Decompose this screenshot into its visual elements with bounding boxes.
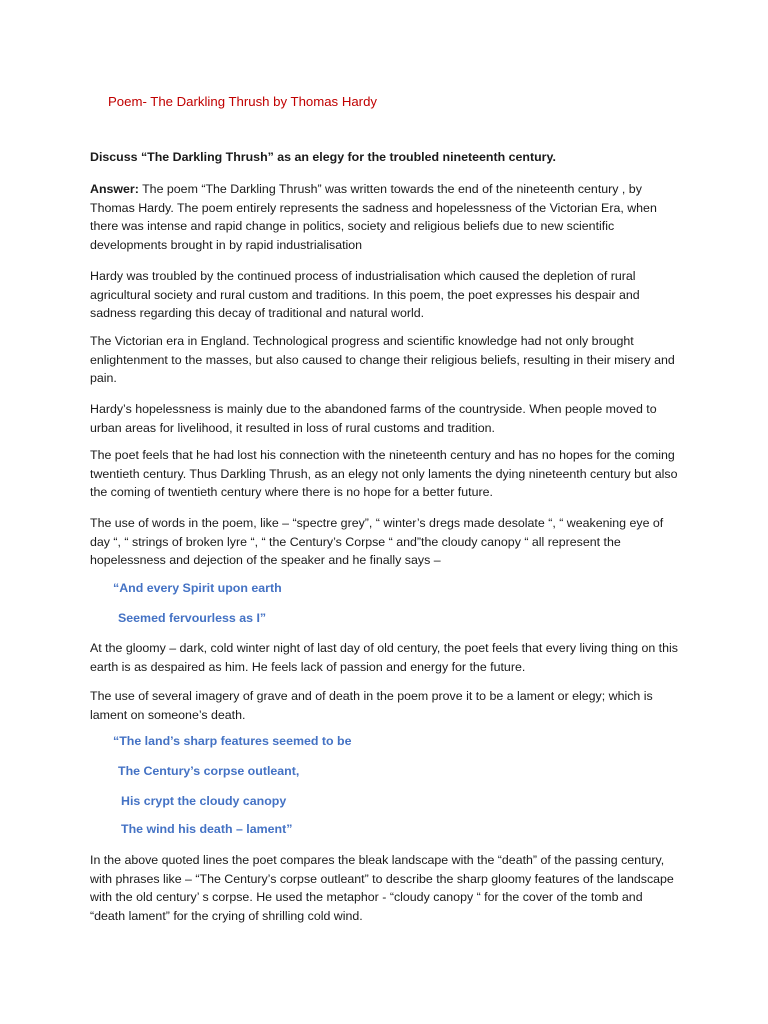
quote-1-line-1: “And every Spirit upon earth	[113, 581, 282, 595]
quote-2-line-1: “The land’s sharp features seemed to be	[113, 734, 352, 748]
paragraph-3: The Victorian era in England. Technological progress and scientific knowledge had not only brought enlightenment to the masses, but also caused to change their religious beliefs, resulting in their misery and pain.	[90, 334, 675, 386]
paragraph-4: Hardy’s hopelessness is mainly due to the abandoned farms of the countryside. When people moved to urban areas for livelihood, it resulted in loss of rural customs and tradition.	[90, 402, 657, 435]
quote-2-line-4: The wind his death – lament”	[121, 822, 293, 836]
answer-text: The poem “The Darkling Thrush” was written towards the end of the nineteenth century , by Thomas Hardy. The poem entirely represents the sadness and hopelessness of the Victorian Era, when there was intense and rapid change in politics, society and religious beliefs due to new scientific developments brought in by rapid industrialisation	[90, 182, 657, 252]
answer-paragraph	[90, 180, 680, 254]
paragraph-2: Hardy was troubled by the continued process of industrialisation which caused the depletion of rural agricultural society and rural custom and traditions. In this poem, the poet expresses his despair and sadness regarding this decay of traditional and natural world.	[90, 269, 640, 321]
question: Discuss “The Darkling Thrush” as an elegy for the troubled nineteenth century.	[90, 150, 556, 164]
paragraph-5: The poet feels that he had lost his connection with the nineteenth century and has no hopes for the coming twentieth century. Thus Darkling Thrush, as an elegy not only laments the dying nineteenth century but also the coming of twentieth century where there is no hope for a better future.	[90, 448, 678, 500]
quote-2-line-2: The Century’s corpse outleant,	[118, 764, 300, 778]
paragraph-8: The use of several imagery of grave and of death in the poem prove it to be a lament or elegy; which is lament on someone’s death.	[90, 689, 653, 722]
paragraph-7: At the gloomy – dark, cold winter night of last day of old century, the poet feels that every living thing on this earth is as despaired as him. He feels lack of passion and energy for the future.	[90, 641, 678, 674]
answer-label: Answer:	[90, 182, 139, 196]
paragraph-9: In the above quoted lines the poet compares the bleak landscape with the “death” of the passing century, with phrases like – “The Century’s corpse outleant” to describe the sharp gloomy features of the landscape with the old century’ s corpse. He used the metaphor - “cloudy canopy “ for the cover of the tomb and “death lament” for the crying of shrilling cold wind.	[90, 853, 674, 923]
document-title: Poem- The Darkling Thrush by Thomas Hardy	[108, 94, 377, 109]
quote-2-line-3: His crypt the cloudy canopy	[121, 794, 287, 808]
paragraph-6: The use of words in the poem, like – “spectre grey”, “ winter’s dregs made desolate “, “ weakening eye of day “, “ strings of broken lyre “, “ the Century’s Corpse “ and”the cloudy canopy “ all represent the hopelessness and dejection of the speaker and he finally says –	[90, 516, 664, 568]
quote-1-line-2: Seemed fervourless as I”	[118, 611, 267, 625]
